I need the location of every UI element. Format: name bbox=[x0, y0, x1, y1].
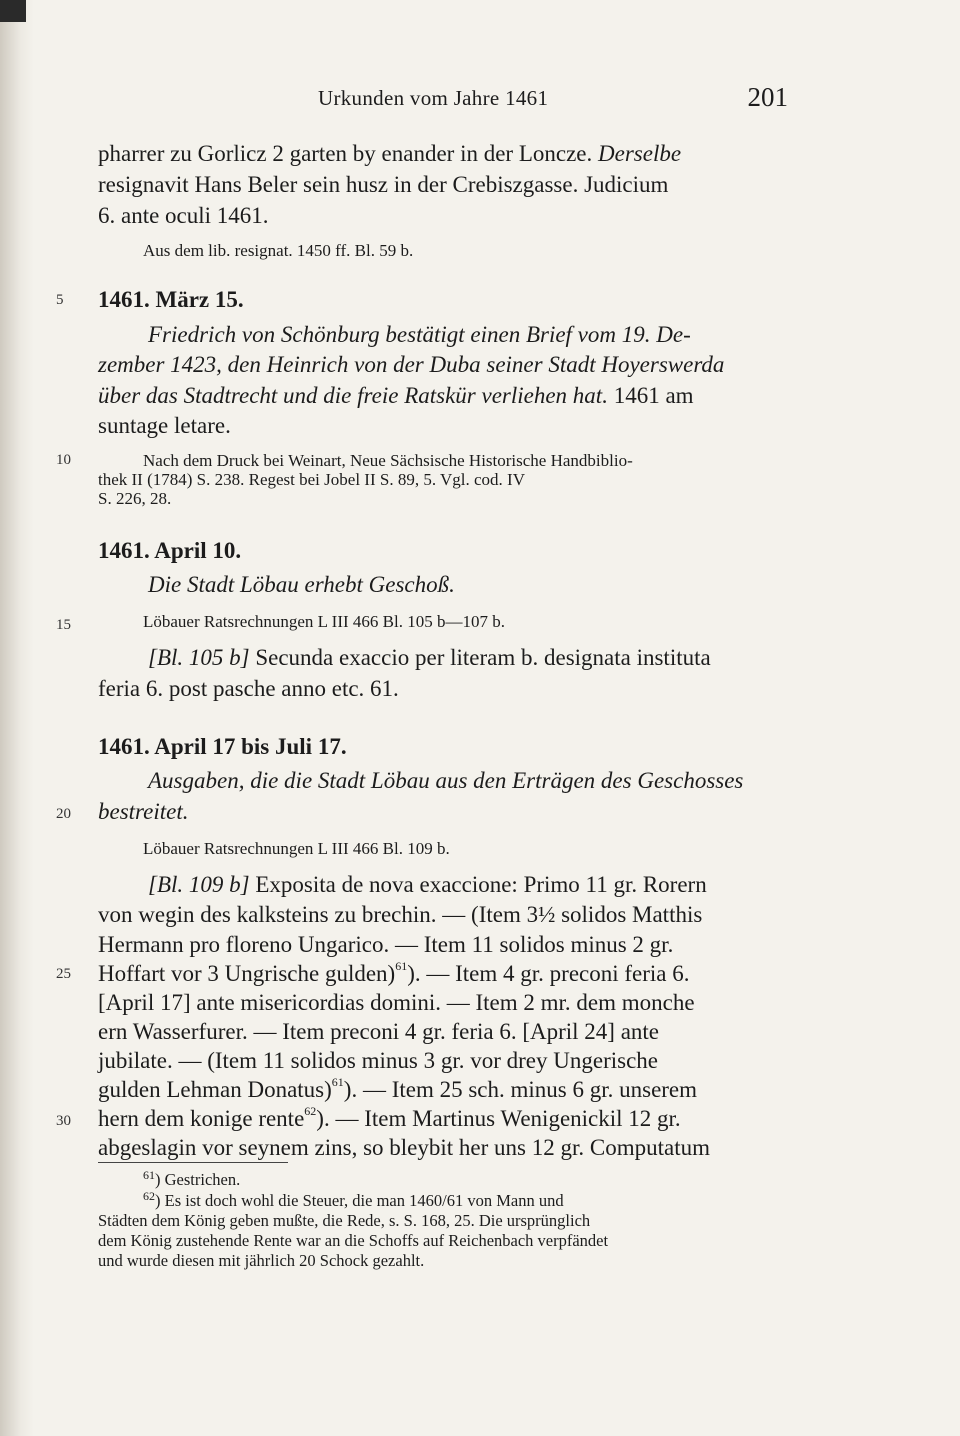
margin-number: 30 bbox=[56, 1113, 71, 1129]
footnote: und wurde diesen mit jährlich 20 Schock gezahlt. bbox=[98, 1251, 425, 1270]
source-note: Löbauer Ratsrechnungen L III 466 Bl. 105 b—107 b. bbox=[143, 612, 505, 631]
text-line: ern Wasserfurer. — Item preconi 4 gr. feria 6. [April 24] ante bbox=[98, 1019, 660, 1044]
regest-line: Friedrich von Schönburg bestätigt einen Brief vom 19. De- bbox=[148, 322, 691, 347]
regest-line: suntage letare. bbox=[98, 413, 231, 438]
text-line: pharrer zu Gorlicz 2 garten by enander in der Loncze. Derselbe bbox=[98, 141, 682, 166]
text-line: hern dem konige rente$^{62}$). — Item Martinus Wenigenickil 12 gr. bbox=[98, 1104, 681, 1131]
text-line: [Bl. 105 b] Secunda exaccio per literam b. designata instituta bbox=[148, 645, 711, 670]
text-line: [April 17] ante misericordias domini. — Item 2 mr. dem monche bbox=[98, 990, 695, 1015]
text-line: Hermann pro floreno Ungarico. — Item 11 solidos minus 2 gr. bbox=[98, 932, 674, 957]
footnote: $^{62}$) Es ist doch wohl die Steuer, die man 1460/61 von Mann und bbox=[143, 1189, 564, 1210]
entry-date: 1461. April 17 bis Juli 17. bbox=[98, 734, 347, 759]
page-header bbox=[98, 82, 788, 116]
footnote: dem König zustehende Rente war an die Schoffs auf Reichenbach verpfändet bbox=[98, 1231, 609, 1250]
footnote-ref: 61 bbox=[395, 959, 408, 973]
footnote: Städten dem König geben mußte, die Rede, s. S. 168, 25. Die ursprünglich bbox=[98, 1211, 591, 1230]
running-title: Urkunden vom Jahre 1461 bbox=[318, 86, 549, 110]
text-line: Hoffart vor 3 Ungrische gulden)$^{61}$). — Item 4 gr. preconi feria 6. bbox=[98, 959, 690, 986]
footnote: $^{61}$) Gestrichen. bbox=[143, 1168, 241, 1189]
source-note: S. 226, 28. bbox=[98, 489, 172, 508]
text-line: [Bl. 109 b] Exposita de nova exaccione: Primo 11 gr. Rorern bbox=[148, 872, 707, 897]
entry-date: 1461. März 15. bbox=[98, 287, 244, 312]
source-note: Aus dem lib. resignat. 1450 ff. Bl. 59 b. bbox=[143, 241, 414, 260]
text-line: feria 6. post pasche anno etc. 61. bbox=[98, 676, 399, 701]
text-line: 6. ante oculi 1461. bbox=[98, 203, 269, 228]
entry-date: 1461. April 10. bbox=[98, 538, 242, 563]
scan-shadow bbox=[0, 0, 34, 1436]
regest-line: zember 1423, den Heinrich von der Duba seiner Stadt Hoyerswerda bbox=[98, 352, 725, 377]
regest-line: Die Stadt Löbau erhebt Geschoß. bbox=[148, 572, 455, 597]
text-line: jubilate. — (Item 11 solidos minus 3 gr. vor drey Ungerische bbox=[98, 1048, 658, 1073]
margin-number: 20 bbox=[56, 806, 71, 822]
text-line: gulden Lehman Donatus)$^{61}$). — Item 25 sch. minus 6 gr. unserem bbox=[98, 1075, 698, 1102]
margin-number: 5 bbox=[56, 292, 64, 308]
source-note: Löbauer Ratsrechnungen L III 466 Bl. 109 b. bbox=[143, 839, 450, 858]
regest-line: über das Stadtrecht und die freie Ratskür verliehen hat. 1461 am bbox=[98, 383, 694, 408]
page-number: 201 bbox=[747, 82, 788, 112]
margin-number: 15 bbox=[56, 617, 71, 633]
scan-corner-mark bbox=[0, 0, 26, 22]
source-note: Nach dem Druck bei Weinart, Neue Sächsische Historische Handbiblio- bbox=[143, 451, 633, 470]
footnote-rule bbox=[98, 1162, 288, 1163]
text-line: von wegin des kalksteins zu brechin. — (Item 3½ solidos Matthis bbox=[98, 902, 703, 927]
margin-number: 10 bbox=[56, 452, 71, 468]
text-line: abgeslagin vor seynem zins, so bleybit her uns 12 gr. Computatum bbox=[98, 1135, 710, 1160]
regest-line: Ausgaben, die die Stadt Löbau aus den Erträgen des Geschosses bbox=[148, 768, 744, 793]
source-note: thek II (1784) S. 238. Regest bei Jobel II S. 89, 5. Vgl. cod. IV bbox=[98, 470, 525, 489]
footnote-ref: 61 bbox=[331, 1075, 344, 1089]
regest-line: bestreitet. bbox=[98, 799, 189, 824]
footnote-ref: 62 bbox=[304, 1104, 317, 1118]
text-line: resignavit Hans Beler sein husz in der Crebiszgasse. Judicium bbox=[98, 172, 669, 197]
margin-number: 25 bbox=[56, 966, 71, 982]
